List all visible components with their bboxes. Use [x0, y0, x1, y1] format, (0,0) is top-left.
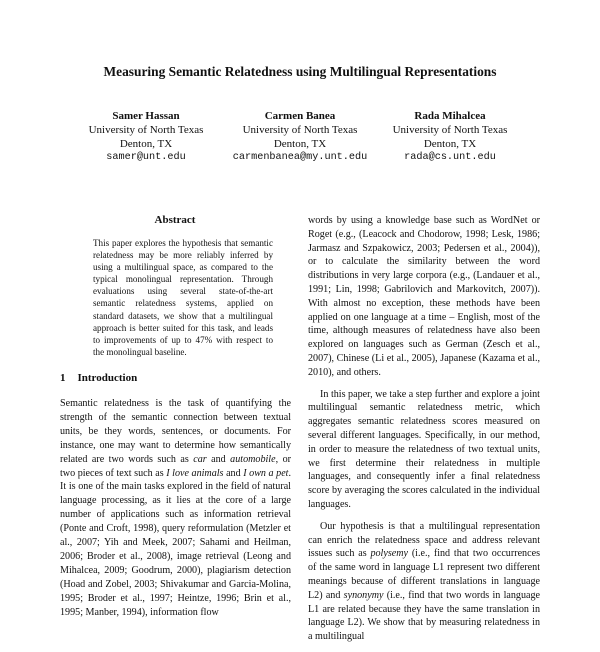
text-run: , or two pieces of text such as	[60, 453, 291, 479]
abstract-text: This paper explores the hypothesis that semantic relatedness may be more reliably inferred by using a multilingual space, as compared to the typical monolingual representation. Through evaluations using several state-of-the-art semantic relatedness systems, applied on standard datasets, we show that a multilingual approach is better suited for this task, and leads to improvements of up to 47% with respect to the monolingual baseline.	[93, 238, 273, 357]
author-name: Rada Mihalcea	[414, 110, 486, 122]
italic-term: I love animals	[166, 467, 224, 479]
paragraph: In this paper, we take a step further and explore a joint multilingual semantic relatedness metric, which aggregates semantic relatedness scores measured on several different languages. Specifically, in our method, in order to measure the relatedness of two textual units, we first determine their relatedness in multiple languages, and consequently infer a final relatedness score by averaging the scores calculated in the individual languages.	[308, 388, 540, 510]
author-name: Carmen Banea	[264, 110, 336, 122]
author-email: rada@cs.unt.edu	[404, 152, 496, 163]
author-email: carmenbanea@my.unt.edu	[232, 152, 368, 163]
section-number: 1	[60, 372, 66, 384]
author-affiliation: University of North Texas	[242, 124, 358, 136]
author-location: Denton, TX	[423, 138, 477, 150]
author-location: Denton, TX	[273, 138, 327, 150]
author-affiliation: University of North Texas	[88, 124, 204, 136]
abstract-heading: Abstract	[154, 214, 196, 226]
section-title: Introduction	[77, 372, 138, 384]
author-block	[56, 109, 236, 165]
author-location: Denton, TX	[119, 138, 173, 150]
text-run: and	[206, 453, 231, 465]
text-run: (i.e., find that two words in language L1 are related because they have the same translation in language L2). We show that by measuring relatedness in a multilingual	[308, 589, 540, 643]
author-block	[360, 109, 540, 165]
paragraph	[60, 397, 291, 620]
italic-term: I own a pet	[243, 467, 289, 479]
author-name: Samer Hassan	[112, 110, 180, 122]
text-run: Semantic relatedness is the task of quantifying the strength of the semantic connection between textual units, be they words, sentences, or documents. For instance, one may want to determine how semantically related are two words such as	[60, 398, 291, 465]
text-run: (i.e., find that two occurrences of the same word in language L1 represent two different meanings because of different translations in language L2) and	[308, 548, 540, 601]
italic-term: car	[193, 453, 207, 465]
left-column-body	[60, 397, 291, 620]
paragraph	[308, 520, 540, 644]
text-run: Our hypothesis is that a multilingual representation can enrich the relatedness space and address relevant issues such as	[308, 520, 540, 560]
paper-title: Measuring Semantic Relatedness using Multilingual Representations	[103, 64, 497, 79]
italic-term: polysemy	[370, 548, 409, 560]
text-run: . It is one of the main tasks explored in the field of natural language processing, as it lies at the core of a large number of applications such as information retrieval (Ponte and Croft, 1998), query reformulation (Metzler et al., 2007; Yih and Meek, 2007; Sahami and Heilman, 2006; Broder et al., 2008), image retrieval (Leong and Mihalcea, 2009; Goodrum, 2000), plagiarism detection (Hoad and Zobel, 2003; Shivakumar and Garcia-Molina, 1995; Broder et al., 1997; Heintze, 1996; Brin et al., 1995; Manber, 1994), information flow	[60, 467, 292, 618]
text-run: and	[223, 467, 244, 479]
author-affiliation: University of North Texas	[392, 124, 508, 136]
italic-term: automobile	[230, 453, 276, 465]
author-email: samer@unt.edu	[106, 152, 186, 163]
italic-term: synonymy	[343, 589, 384, 601]
right-column-body	[308, 214, 540, 652]
section-heading	[60, 372, 149, 384]
paragraph: words by using a knowledge base such as WordNet or Roget (e.g., (Leacock and Chodorow, 1998; Lesk, 1986; Jarmasz and Szpakowicz, 2003; Pedersen et al., 2004)), or to calculate the similarity between the word distributions in very large corpora (e.g., (Landauer et al., 1991; Lin, 1998; Gabrilovich and Markovitch, 2007)). With almost no exception, these methods have been applied on one language at a time – English, most of the time, although measures of relatedness have also been explored on languages such as German (Zesch et al., 2007), Chinese (Li et al., 2005), Japanese (Kazama et al., 2010), and others.	[308, 215, 540, 378]
